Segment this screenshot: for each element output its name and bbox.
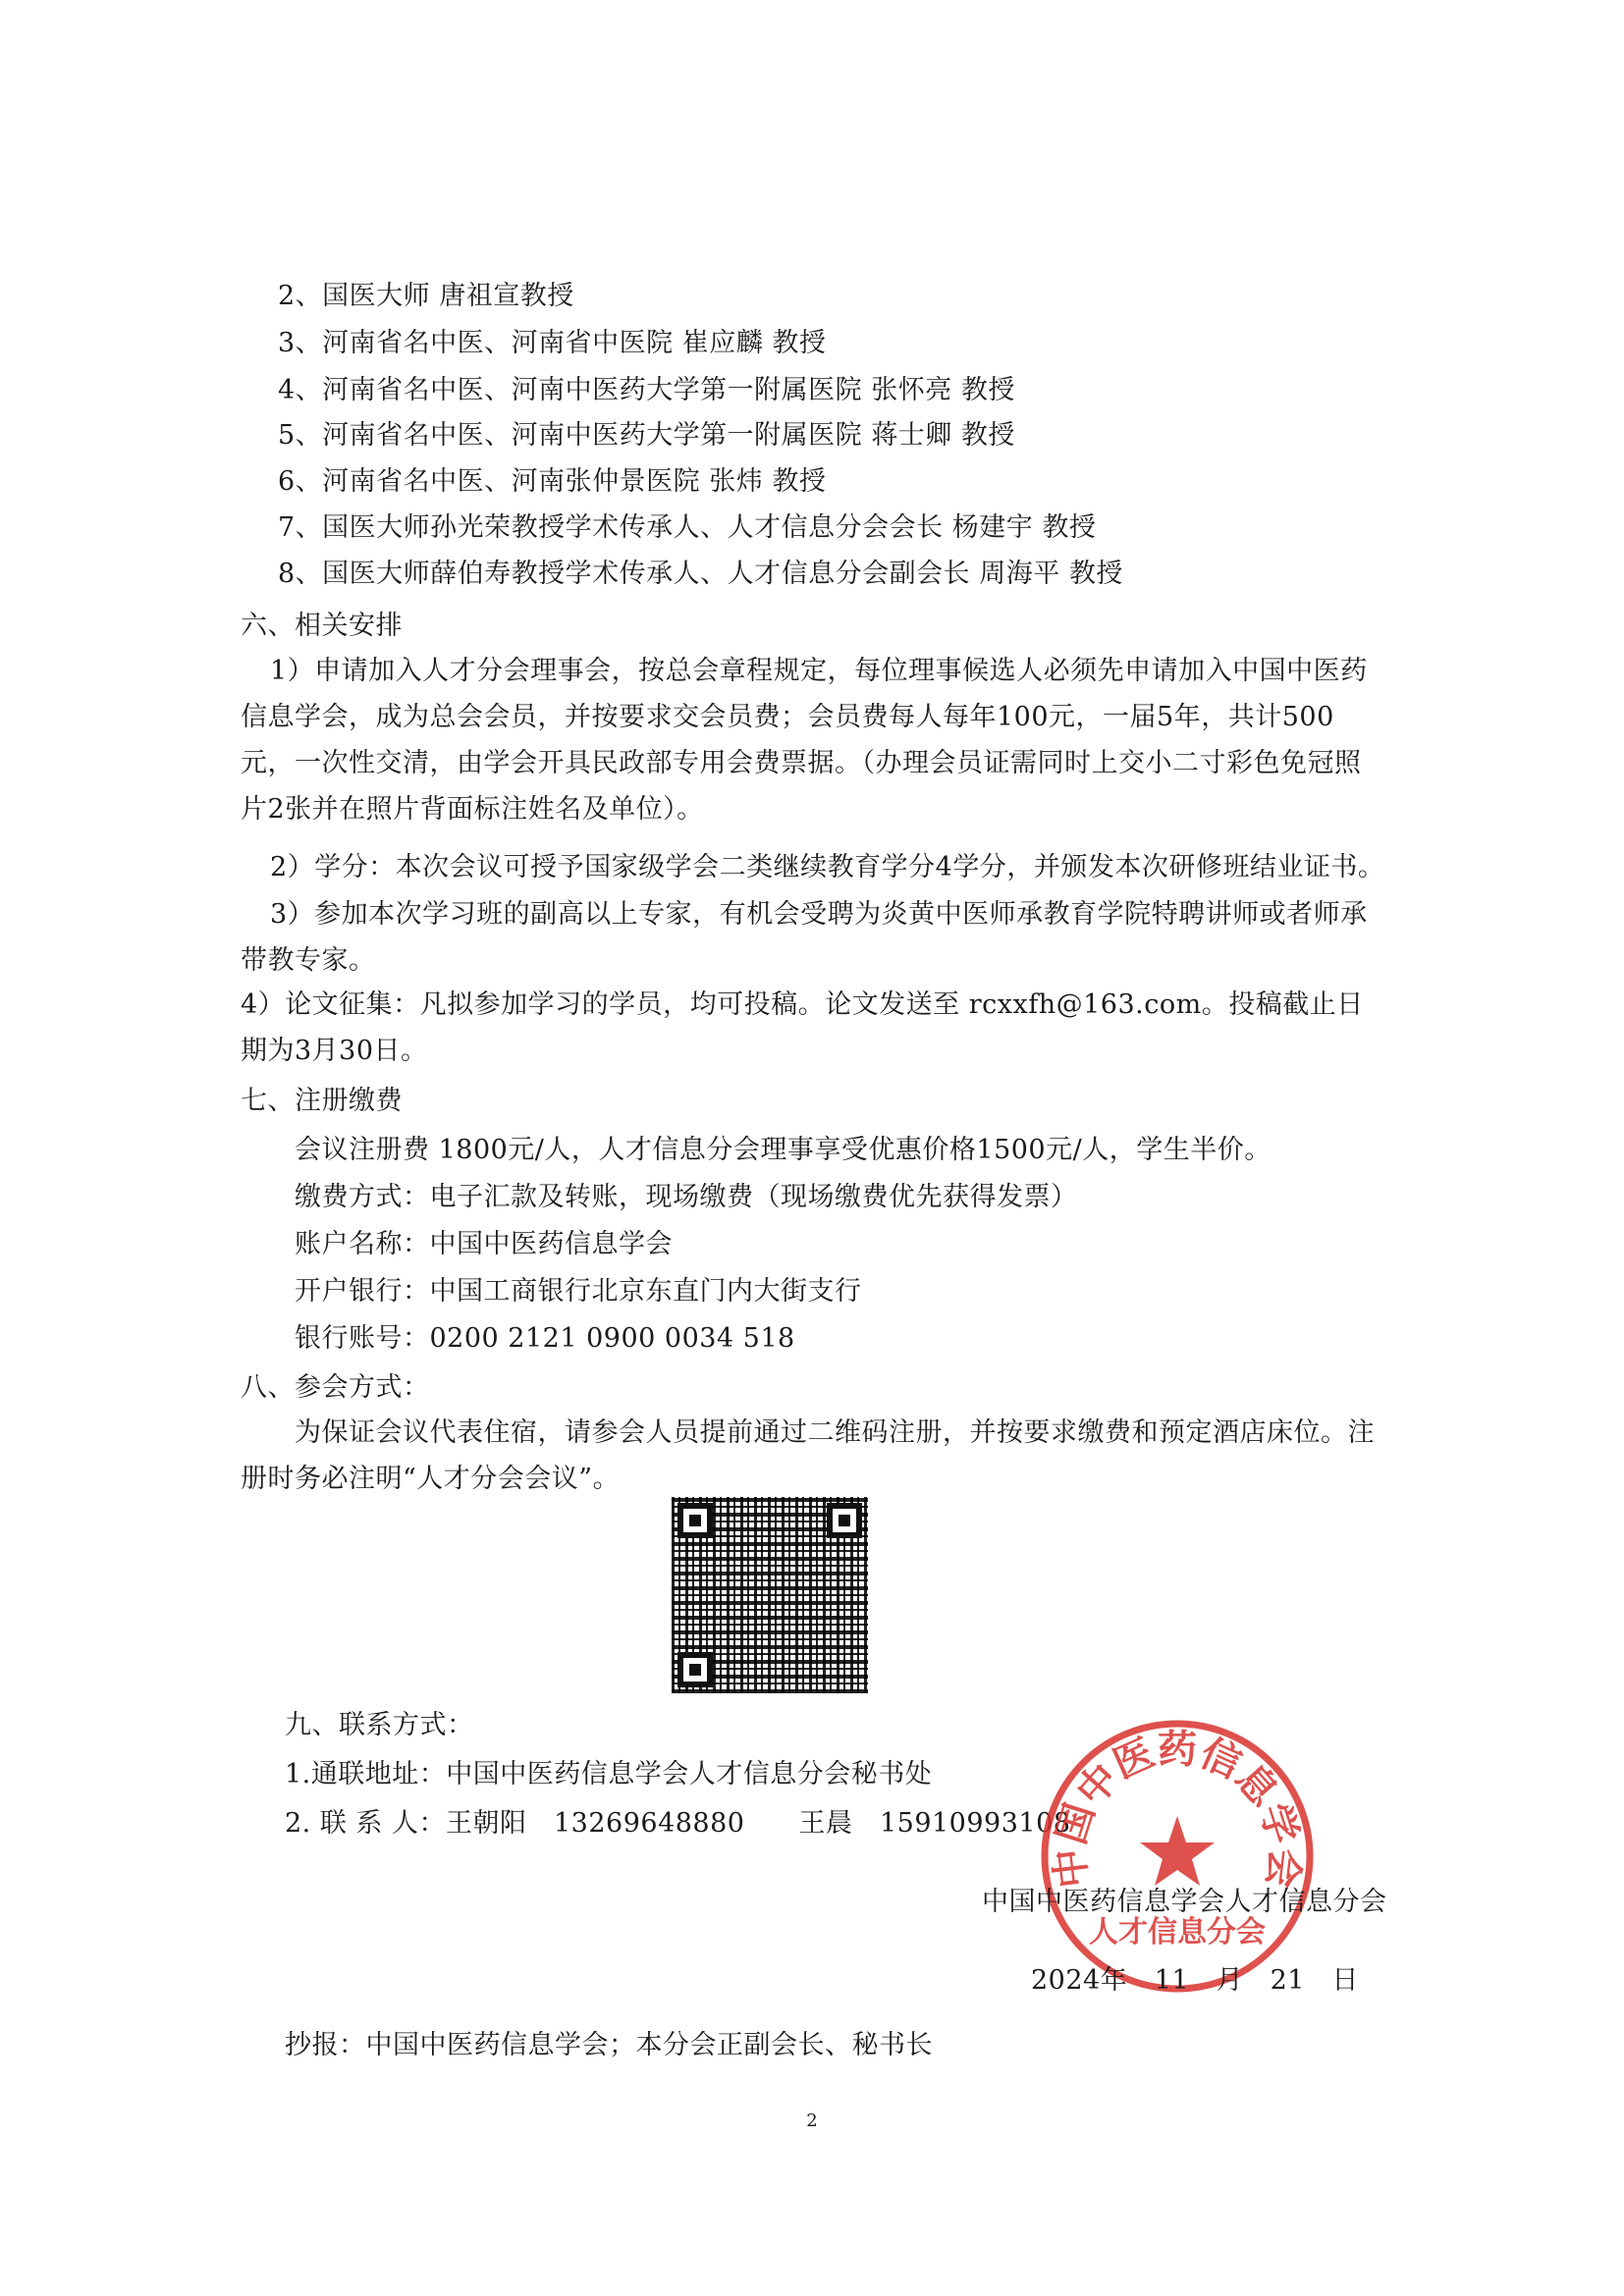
qr-finder: [827, 1503, 862, 1538]
fee-line: 会议注册费 1800元/人，人才信息分会理事享受优惠价格1500元/人，学生半价。: [295, 1135, 1272, 1165]
qr-finder: [677, 1503, 713, 1538]
paragraph: 1）申请加入人才分会理事会，按总会章程规定，每位理事候选人必须先申请加入中国中医药信息学会，成为总会会员，并按要求交会员费；会员费每人每年100元，一届5年，共计500元，一次性交清，由学会开具民政部专用会费票据。（办理会员证需同时上交小二寸彩色免冠照片2张并在照片背面标注姓名及单位）。: [241, 656, 1368, 825]
payment-method: 缴费方式：电子汇款及转账，现场缴费（现场缴费优先获得发票）: [295, 1182, 1078, 1212]
member-item: 7、国医大师孙光荣教授学术传承人、人才信息分会会长 杨建宇 教授: [278, 512, 1097, 543]
seal-outer-text: 中国中医药信息学会: [1047, 1727, 1308, 1891]
contact-persons: 2. 联 系 人：王朝阳 13269648880 王晨 15910993108: [285, 1808, 1071, 1839]
member-item: 8、国医大师薛伯寿教授学术传承人、人才信息分会副会长 周海平 教授: [278, 559, 1123, 589]
section-heading: 八、参会方式：: [241, 1372, 430, 1403]
issuing-organization: 中国中医药信息学会人才信息分会: [982, 1887, 1387, 1917]
account-name: 账户名称：中国中医药信息学会: [295, 1229, 673, 1259]
member-item: 2、国医大师 唐祖宣教授: [278, 281, 574, 311]
issue-date: 2024年 11 月 21 日: [1031, 1965, 1359, 1996]
member-item: 5、河南省名中医、河南中医药大学第一附属医院 蒋士卿 教授: [278, 420, 1015, 451]
section-heading: 六、相关安排: [241, 611, 403, 641]
paragraph: 4）论文征集：凡拟参加学习的学员，均可投稿。论文发送至 rcxxfh@163.com。投稿截止日期为3月30日。: [241, 989, 1364, 1066]
carbon-copy: 抄报：中国中医药信息学会；本分会正副会长、秘书长: [285, 2030, 933, 2060]
seal-inner-text: 人才信息分会: [1089, 1915, 1266, 1949]
paragraph: 为保证会议代表住宿，请参会人员提前通过二维码注册，并按要求缴费和预定酒店床位。注册时务必注明“人才分会会议”。: [241, 1417, 1375, 1494]
contact-address: 1.通联地址：中国中医药信息学会人才信息分会秘书处: [285, 1759, 933, 1789]
account-number: 银行账号：0200 2121 0900 0034 518: [295, 1323, 795, 1354]
section-heading: 七、注册缴费: [241, 1086, 403, 1116]
member-item: 6、河南省名中医、河南张仲景医院 张炜 教授: [278, 466, 827, 497]
page-number: 2: [806, 2110, 818, 2131]
section-heading: 九、联系方式：: [285, 1710, 474, 1740]
seal-star-icon: [1140, 1816, 1215, 1886]
registration-qr-code[interactable]: [672, 1497, 868, 1693]
qr-finder: [677, 1652, 713, 1687]
paragraph: 2）学分：本次会议可授予国家级学会二类继续教育学分4学分，并颁发本次研修班结业证书。: [270, 852, 1385, 882]
member-item: 3、河南省名中医、河南省中医院 崔应麟 教授: [278, 328, 827, 358]
member-item: 4、河南省名中医、河南中医药大学第一附属医院 张怀亮 教授: [278, 375, 1015, 405]
official-seal: [1039, 1718, 1316, 1995]
paragraph: 3）参加本次学习班的副高以上专家，有机会受聘为炎黄中医师承教育学院特聘讲师或者师承带教专家。: [241, 899, 1368, 976]
bank-name: 开户银行：中国工商银行北京东直门内大街支行: [295, 1276, 862, 1307]
